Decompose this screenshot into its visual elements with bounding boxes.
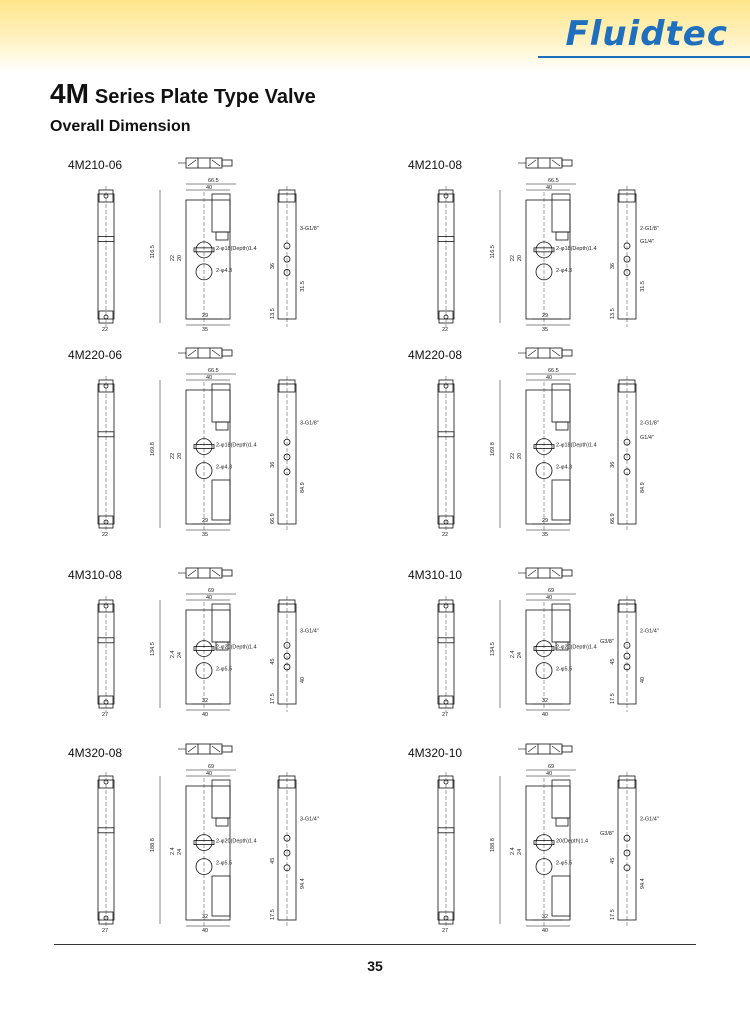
dimension-label: 22: [170, 255, 176, 262]
dimension-label: 3-G1/4": [300, 628, 319, 635]
front-view: [438, 596, 454, 712]
section-title: Overall Dimension: [50, 118, 191, 135]
dimension-label: 2-φ4.3: [556, 267, 573, 274]
valve-symbol: [518, 744, 572, 754]
dimension-label: 27: [102, 928, 109, 934]
dimension-label: 29: [202, 313, 209, 319]
model-label: 4M220-08: [408, 348, 463, 362]
dimension-label: 116.5: [150, 245, 156, 259]
valve-drawing: [430, 156, 690, 341]
dimension-label: 116.5: [490, 245, 496, 259]
dimension-label: 169.8: [150, 442, 156, 456]
valve-symbol: [178, 568, 232, 578]
technical-drawing: [90, 566, 350, 726]
dimension-label: 32: [542, 698, 549, 704]
dimension-label: 2-φ18(Depth)1.4: [216, 442, 257, 449]
main-view: [526, 602, 573, 710]
dimension-label: 36: [610, 461, 616, 468]
valve-drawing: [430, 566, 690, 726]
dimension-label: 27: [102, 712, 109, 718]
dimension-label: 40: [640, 676, 646, 683]
front-view: [438, 376, 454, 532]
dimension-label: 20: [177, 452, 183, 459]
dimension-label: 17.5: [610, 693, 616, 704]
dimension-label: 45: [270, 658, 276, 665]
dimension-label: 69: [208, 764, 215, 770]
dimension-label: 32: [202, 914, 209, 920]
dimension-label: 29: [202, 518, 209, 524]
dimension-label: 36: [270, 263, 276, 270]
dimension-label: 35: [542, 327, 549, 333]
model-label: 4M320-10: [408, 746, 463, 760]
page-number: 35: [367, 958, 383, 974]
dimension-label: 3-G1/4": [300, 816, 319, 823]
series-code: 4M: [50, 78, 89, 109]
dimension-label: 40: [206, 771, 213, 777]
dimension-label: 69: [548, 588, 555, 594]
dimension-label: 2-G1/4": [640, 628, 659, 635]
dimension-label: 40: [206, 375, 213, 381]
main-view: [526, 192, 573, 325]
dimension-label: 29: [542, 313, 549, 319]
dimension-label: 2-G1/8": [640, 225, 659, 232]
dimension-label: 22: [510, 255, 516, 262]
dimension-label: 45: [610, 658, 616, 665]
dimension-label: 2-φ18(Depth)1.4: [216, 245, 257, 252]
dimension-label: 31.5: [640, 281, 646, 292]
dimension-label: 40: [546, 771, 553, 777]
dimension-label: 40: [546, 185, 553, 191]
dimension-label: 94.4: [300, 878, 306, 889]
side-view: [618, 772, 636, 928]
main-view: [186, 778, 233, 926]
dimension-label: 35: [202, 532, 209, 538]
dimension-label: 2-φ5.5: [556, 666, 573, 673]
technical-drawing: [430, 156, 690, 341]
dimension-label: 84.9: [640, 482, 646, 493]
technical-drawing: [90, 742, 350, 942]
dimension-label: 69: [208, 588, 215, 594]
dimension-label: 40: [546, 595, 553, 601]
dimension-label: 45: [610, 857, 616, 864]
dimension-label: 188.8: [150, 838, 156, 852]
dimension-label: 2-φ4.3: [556, 464, 573, 471]
technical-drawing: [90, 156, 350, 341]
dimension-label: 24: [517, 848, 523, 855]
dimension-label: 2-φ20(Depth)1.4: [216, 644, 257, 651]
valve-symbol: [518, 568, 572, 578]
main-view: [526, 382, 573, 530]
valve-drawing: [430, 742, 690, 942]
dimension-label: 27: [442, 928, 449, 934]
dimension-label: 2-φ5.5: [216, 860, 233, 867]
dimension-label: 17.5: [610, 909, 616, 920]
front-view: [438, 186, 454, 327]
dimension-label: 13.5: [610, 308, 616, 319]
side-view: [278, 596, 296, 712]
dimension-label: 2-G1/4": [640, 816, 659, 823]
front-view: [98, 772, 114, 928]
page-title: [50, 78, 316, 110]
dimension-label: 20: [517, 255, 523, 262]
valve-symbol: [178, 348, 232, 358]
side-view: [278, 772, 296, 928]
dimension-label: 2-G1/8": [640, 420, 659, 427]
dimension-label: 22: [510, 452, 516, 459]
dimension-label: 40: [206, 595, 213, 601]
dimension-label: 66.5: [208, 178, 219, 184]
dimension-label: 40: [202, 712, 209, 718]
dimension-label: 2-φ20(Depth)1.4: [556, 644, 597, 651]
model-label: 4M220-06: [68, 348, 123, 362]
footer-divider: [54, 944, 696, 945]
dimension-label: 2.4: [170, 847, 176, 855]
dimension-label: 36: [270, 461, 276, 468]
dimension-label: 35: [542, 532, 549, 538]
dimension-label: 22: [170, 452, 176, 459]
dimension-label: 45: [270, 857, 276, 864]
dimension-label: 31.5: [300, 281, 306, 292]
dimension-label: 134.5: [490, 642, 496, 656]
dimension-label: G3/8": [600, 639, 614, 646]
dimension-label: 22: [102, 327, 109, 333]
side-view: [278, 376, 296, 532]
dimension-label: 66.5: [548, 368, 559, 374]
dimension-label: 24: [177, 848, 183, 855]
technical-drawing: [430, 346, 690, 546]
valve-drawing: [90, 566, 350, 726]
side-view: [278, 186, 296, 327]
dimension-label: 66.5: [208, 368, 219, 374]
dimension-label: 22: [102, 532, 109, 538]
dimension-label: 3-G1/8": [300, 420, 319, 427]
front-view: [98, 376, 114, 532]
dimension-label: 2-φ20(Depth)1.4: [216, 838, 257, 845]
model-label: 4M210-06: [68, 158, 123, 172]
dimension-label: 2-φ18(Depth)1.4: [556, 442, 597, 449]
model-label: 4M310-10: [408, 568, 463, 582]
dimension-label: G1/4": [640, 435, 654, 442]
dimension-label: 69: [548, 764, 555, 770]
dimension-label: 20: [517, 452, 523, 459]
side-view: [618, 596, 636, 712]
dimension-label: 20: [177, 255, 183, 262]
dimension-label: 2-φ5.5: [556, 860, 573, 867]
dimension-label: 2.4: [510, 847, 516, 855]
dimension-label: 32: [542, 914, 549, 920]
dimension-label: 66.9: [610, 513, 616, 524]
dimension-label: 66.5: [548, 178, 559, 184]
valve-symbol: [178, 744, 232, 754]
valve-symbol: [518, 348, 572, 358]
model-label: 4M310-08: [68, 568, 123, 582]
dimension-label: G3/8": [600, 831, 614, 838]
front-view: [98, 596, 114, 712]
dimension-label: 13.5: [270, 308, 276, 319]
dimension-label: 2.4: [510, 650, 516, 659]
technical-drawing: [430, 566, 690, 726]
front-view: [98, 186, 114, 327]
front-view: [438, 772, 454, 928]
dimension-label: 66.9: [270, 513, 276, 524]
dimension-label: 3-G1/8": [300, 225, 319, 232]
dimension-label: 188.8: [490, 838, 496, 852]
dimension-label: 2-φ4.3: [216, 464, 233, 471]
logo-underline: [538, 56, 750, 58]
main-view: [186, 192, 233, 325]
dimension-label: 32: [202, 698, 209, 704]
main-view: [186, 382, 233, 530]
model-label: 4M320-08: [68, 746, 123, 760]
dimension-label: 40: [202, 928, 209, 934]
valve-symbol: [178, 158, 232, 168]
dimension-label: 2-φ18(Depth)1.4: [556, 245, 597, 252]
dimension-label: 134.5: [150, 642, 156, 656]
dimension-label: 22: [442, 327, 449, 333]
dimension-label: 40: [206, 185, 213, 191]
dimension-label: 22: [442, 532, 449, 538]
dimension-label: 24: [517, 652, 523, 659]
dimension-label: 17.5: [270, 909, 276, 920]
model-label: 4M210-08: [408, 158, 463, 172]
main-view: [186, 602, 233, 710]
dimension-label: 84.9: [300, 482, 306, 493]
dimension-label: 2-φ5.5: [216, 666, 233, 673]
technical-drawing: [430, 742, 690, 942]
dimension-label: 20(Depth)1.4: [556, 838, 589, 845]
series-title: Series Plate Type Valve: [94, 86, 316, 108]
dimension-label: 17.5: [270, 693, 276, 704]
dimension-label: 40: [300, 676, 306, 683]
dimension-label: 40: [546, 375, 553, 381]
dimension-label: 40: [542, 928, 549, 934]
dimension-label: 24: [177, 652, 183, 659]
dimension-label: 2-φ4.3: [216, 267, 233, 274]
dimension-label: 94.4: [640, 878, 646, 889]
dimension-label: 169.8: [490, 442, 496, 456]
dimension-label: 40: [542, 712, 549, 718]
dimension-label: 35: [202, 327, 209, 333]
side-view: [618, 376, 636, 532]
valve-symbol: [518, 158, 572, 168]
valve-drawing: [90, 742, 350, 942]
brand-logo: Fluidtec: [565, 14, 728, 54]
dimension-label: G1/4": [640, 239, 654, 246]
technical-drawing: [90, 346, 350, 546]
dimension-label: 29: [542, 518, 549, 524]
valve-drawing: [430, 346, 690, 546]
dimension-label: 2.4: [170, 650, 176, 659]
valve-drawing: [90, 346, 350, 546]
dimension-label: 36: [610, 263, 616, 270]
side-view: [618, 186, 636, 327]
valve-drawing: [90, 156, 350, 341]
dimension-label: 27: [442, 712, 449, 718]
